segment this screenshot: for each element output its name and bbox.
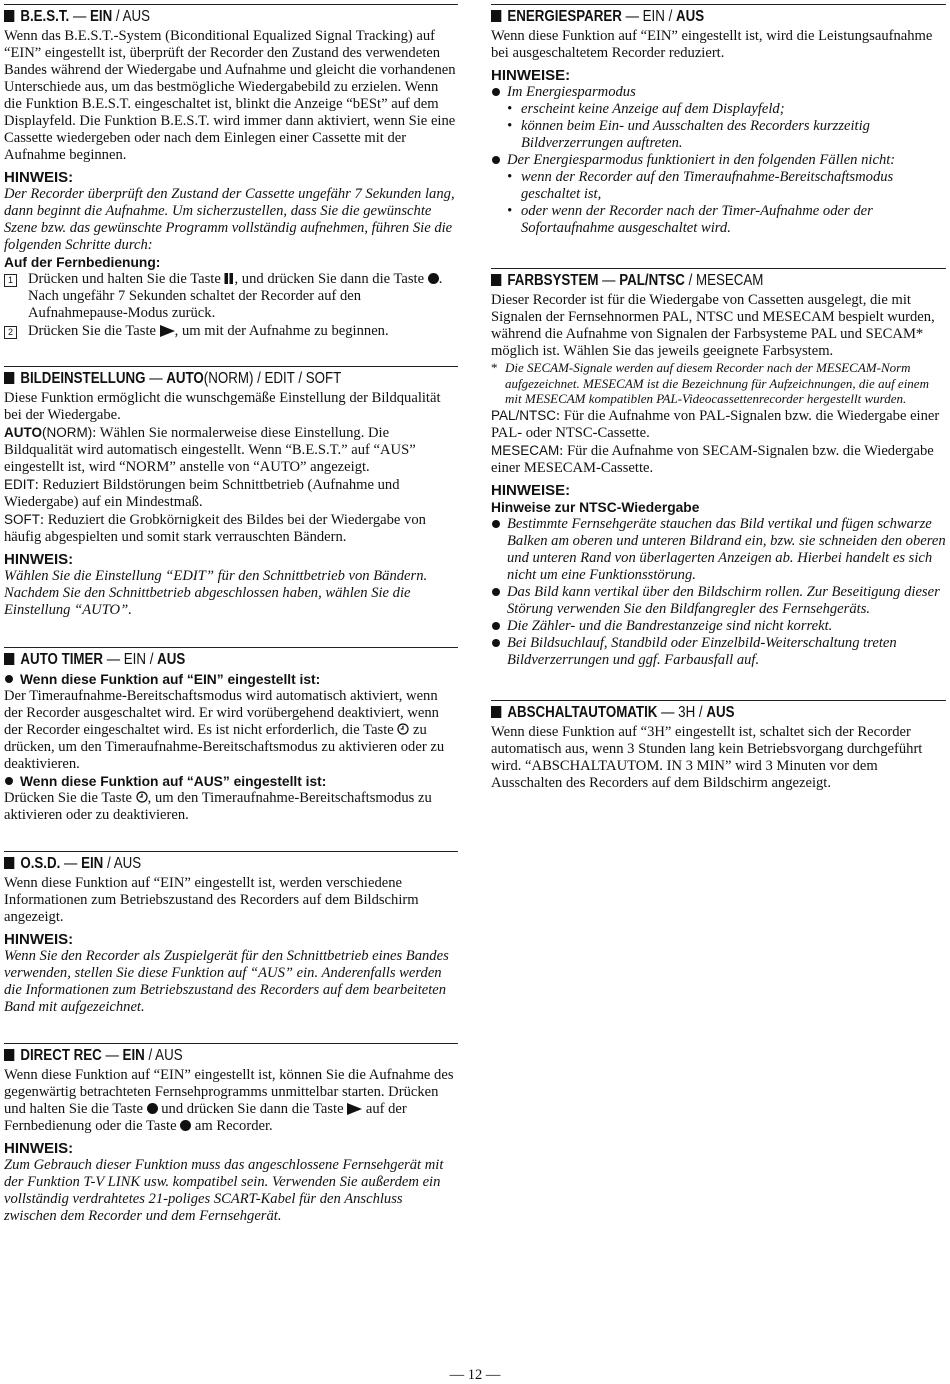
- ntsc-note-2: [491, 584, 946, 618]
- case-ein-text-b: zu drücken, um den Timeraufnahme-Bereitschaftsmodus zu aktivieren oder zu deaktivieren.: [4, 722, 445, 772]
- title-text: DIRECT REC: [20, 1047, 102, 1064]
- soft-text: : Reduziert die Grobkörnigkeit des Bildes bei der Wiedergabe von häufig abgespielten und somit stark verrauschten Bändern.: [4, 512, 426, 545]
- section-osd: [4, 851, 458, 1016]
- bullet-dot-icon: [5, 675, 13, 683]
- option-ein: EIN: [642, 8, 665, 25]
- energie-note-2-sub-1: [491, 169, 946, 203]
- timer-clock-icon: [136, 791, 148, 803]
- direct-rec-text-b: und drücken Sie dann die Taste: [157, 1101, 348, 1117]
- notes-heading: HINWEISE:: [491, 67, 571, 84]
- sub-bullet: •: [507, 203, 513, 219]
- bullet-dot-icon: [5, 777, 13, 785]
- black-square-icon: [4, 1049, 14, 1061]
- mesecam-text: : Für die Aufnahme von SECAM-Signalen bzw. die Wiedergabe einer MESECAM-Cassette.: [491, 442, 934, 476]
- section-best: [4, 4, 458, 340]
- auto-text: : Wählen Sie normalerweise diese Einstellung. Die Bildqualität wird automatisch eingestellt. Wenn “B.E.S.T.” auf “AUS” eingestellt ist, wird “NORM” anstelle von “AUTO” angezeigt.: [4, 425, 416, 475]
- title-slash: /: [144, 1047, 156, 1064]
- energie-note-2-sub-2: [491, 203, 946, 237]
- bullet-dot-icon: [492, 156, 500, 164]
- title-sep: —: [103, 651, 124, 668]
- black-square-icon: [491, 706, 501, 718]
- title-sep: —: [145, 370, 167, 387]
- page-number: — 12 —: [449, 1367, 501, 1383]
- title-slash: /: [684, 272, 696, 289]
- step-2-text: [28, 323, 389, 340]
- case-aus-label: [4, 773, 458, 790]
- option-edit: EDIT: [264, 370, 295, 387]
- abschalt-body: Wenn diese Funktion auf “3H” eingestellt ist, schaltet sich der Recorder automatisch aus, wenn 3 Stunden lang kein Betriebsvorgang durchgeführt wird. “ABSCHALTAUTOM. IN 3 MIN” wird 3 Minuten vor dem Ausschalten des Recorders auf dem Bildschirm angezeigt.: [491, 723, 923, 791]
- bullet-dot-icon: [492, 520, 500, 528]
- direct-rec-text-d: am Recorder.: [191, 1118, 273, 1134]
- farb-footnote: [491, 360, 946, 407]
- direct-rec-text-c: auf der Fernbedienung oder die Taste: [4, 1101, 407, 1134]
- ntsc-note-3-text: Die Zähler- und die Bandrestanzeige sind nicht korrekt.: [507, 617, 833, 634]
- option-norm: (NORM): [203, 370, 254, 387]
- record-dot-icon: [147, 1103, 158, 1114]
- edit-text: : Reduziert Bildstörungen beim Schnittbetrieb (Aufnahme und Wiedergabe) auf ein Mindestmaß.: [4, 477, 400, 510]
- case-ein-label: [4, 671, 458, 688]
- title-slash: /: [112, 8, 123, 25]
- title-text: BILDEINSTELLUNG: [20, 370, 146, 387]
- ntsc-note-4-text: Bei Bildsuchlauf, Standbild oder Einzelbild-Weiterschaltung treten Bildverzerrungen und ggf. Farbausfall auf.: [507, 634, 897, 668]
- record-dot-icon: [428, 273, 439, 284]
- option-ein: EIN: [123, 651, 147, 668]
- ntsc-note-3: [491, 618, 946, 635]
- label-mesecam: MESECAM: [491, 442, 560, 458]
- notes-heading: HINWEISE:: [491, 481, 571, 499]
- title-slash: /: [146, 651, 158, 668]
- left-column: [4, 4, 458, 1255]
- black-square-icon: [491, 274, 501, 286]
- label-soft: SOFT: [4, 512, 40, 527]
- black-square-icon: [4, 10, 14, 22]
- section-bildeinstellung: [4, 366, 458, 619]
- option-aus: AUS: [157, 651, 186, 668]
- option-3h: 3H: [678, 703, 696, 721]
- direct-rec-body: [4, 1067, 458, 1135]
- section-auto-timer: [4, 647, 458, 824]
- energie-note-1-sub-2: [491, 118, 946, 152]
- sub-bullet-text: oder wenn der Recorder nach der Timer-Aufnahme oder der Sofortaufnahme ausgeschaltet wird.: [521, 203, 873, 236]
- sub-bullet: •: [507, 169, 513, 185]
- case-aus-text-a: Drücken Sie die Taste: [4, 790, 136, 806]
- section-farbsystem: [491, 268, 946, 669]
- sub-bullet-text: können beim Ein- und Ausschalten des Recorders kurzzeitig Bildverzerrungen auftreten.: [521, 118, 870, 151]
- black-square-icon: [4, 372, 14, 384]
- osd-body: Wenn diese Funktion auf “EIN” eingestellt ist, werden verschiedene Informationen zum Betriebszustand des Recorders auf dem Bildschirm angezeigt.: [4, 875, 419, 925]
- step-2: [4, 323, 458, 340]
- step-1-text-b: , und drücken Sie dann die Taste: [234, 271, 428, 287]
- option-ein: EIN: [89, 8, 113, 25]
- note-heading: HINWEIS:: [4, 1140, 74, 1157]
- bullet-dot-icon: [492, 88, 500, 96]
- title-text: AUTO TIMER: [20, 651, 104, 668]
- step-number-2: 2: [4, 326, 17, 339]
- title-sep: —: [101, 1047, 123, 1064]
- label-norm: (NORM): [42, 425, 93, 440]
- ntsc-note-2-text: Das Bild kann vertikal über den Bildschirm rollen. Zur Beseitigung dieser Störung verwenden Sie den Bildfangregler des Fernsehgeräts.: [507, 583, 940, 617]
- title-slash: /: [253, 370, 265, 387]
- bild-note: Wählen Sie die Einstellung “EDIT” für den Schnittbetrieb von Bändern. Nachdem Sie den Schnittbetrieb abgeschlossen haben, wählen Sie die Einstellung “AUTO”.: [4, 568, 428, 618]
- case-aus-text: [4, 790, 458, 824]
- direct-rec-note: Zum Gebrauch dieser Funktion muss das angeschlossene Fernsehgerät mit der Funktion T-V LINK usw. kompatibel sein. Verwenden Sie außerdem ein vollständig verdrahtetes 21-poliges SCART-Kabel für den Anschluss zwischen dem Recorder und dem Fernsehgerät.: [4, 1157, 444, 1224]
- case-ein-label-text: Wenn diese Funktion auf “EIN” eingestellt ist:: [20, 672, 321, 687]
- title-text: FARBSYSTEM: [507, 272, 599, 289]
- label-edit: EDIT: [4, 477, 35, 492]
- bild-edit: [4, 476, 458, 511]
- ntsc-note-4: [491, 635, 946, 669]
- case-aus-text-b: , um den Timeraufnahme-Bereitschaftsmodus zu aktivieren oder zu deaktivieren.: [4, 790, 432, 823]
- best-note: Der Recorder überprüft den Zustand der Cassette ungefähr 7 Sekunden lang, dann beginnt die Aufnahme. Um sicherzustellen, dass Sie die gewünschte Szene bzw. das gewünschte Programm vollständig aufnehmen, führen Sie die folgenden Schritte durch:: [4, 186, 455, 253]
- farb-body: Dieser Recorder ist für die Wiedergabe von Cassetten ausgelegt, die mit Signalen der Fernsehnormen PAL, NTSC und MESECAM bespielt wurden, während die Aufnahme von Signalen der Farbsysteme PAL und SECAM* möglich ist. Wählen Sie das jeweils geeignete Farbsystem.: [491, 292, 935, 359]
- title-slash: /: [695, 703, 707, 721]
- step-2-text-a: Drücken Sie die Taste: [28, 323, 160, 339]
- option-aus: AUS: [122, 8, 151, 25]
- pal-text: : Für die Aufnahme von PAL-Signalen bzw. die Wiedergabe einer PAL- oder NTSC-Cassette.: [491, 407, 940, 441]
- option-aus: AUS: [675, 8, 705, 25]
- energie-note-1: [491, 84, 946, 101]
- section-abschaltautomatik: [491, 700, 946, 792]
- note-heading: HINWEIS:: [4, 931, 74, 948]
- pause-icon: [224, 273, 234, 284]
- title-sep: —: [69, 8, 90, 25]
- energie-note-2: [491, 152, 946, 169]
- option-mesecam: MESECAM: [695, 272, 764, 289]
- sub-bullet-text: wenn der Recorder auf den Timeraufnahme-Bereitschaftsmodus geschaltet ist,: [521, 169, 894, 202]
- notes-subheading: Hinweise zur NTSC-Wiedergabe: [491, 499, 700, 515]
- option-ein: EIN: [122, 1047, 145, 1064]
- osd-note: Wenn Sie den Recorder als Zuspielgerät für den Schnittbetrieb eines Bandes verwenden, stellen Sie diese Funktion auf “AUS” ein. Anderenfalls werden die Informationen zum Betriebszustand des Recorders auf dem bearbeiteten Band mit aufgezeichnet.: [4, 948, 449, 1015]
- black-square-icon: [4, 653, 14, 665]
- step-1-text-a: Drücken und halten Sie die Taste: [28, 271, 225, 287]
- bild-intro: Diese Funktion ermöglicht die wunschgemäße Einstellung der Bildqualität bei der Wiedergabe.: [4, 390, 441, 423]
- black-square-icon: [4, 857, 14, 869]
- case-ein-text: [4, 688, 458, 773]
- case-aus-label-text: Wenn diese Funktion auf “AUS” eingestellt ist:: [20, 774, 327, 789]
- label-pal-ntsc: PAL/NTSC: [491, 407, 557, 423]
- best-body: Wenn das B.E.S.T.-System (Biconditional Equalized Signal Tracking) auf “EIN” eingestellt ist, überprüft der Recorder den Zustand des verwendeten Bandes während der Wiedergabe und Aufnahme und gleicht die vorhandenen Unterschiede aus, um das bestmögliche Wiedergabebild zu erzielen. Wenn die Funktion B.E.S.T. eingeschaltet ist, blinkt die Anzeige “bESt” auf dem Displayfeld. Die Funktion B.E.S.T. wird immer dann aktiviert, wenn Sie eine Cassette wiedergeben oder nach dem Einlegen einer Cassette mit der Aufnahme beginnen.: [4, 28, 456, 163]
- label-auto: AUTO: [4, 425, 43, 440]
- note-heading: HINWEIS:: [4, 551, 74, 568]
- section-title-auto-timer: [4, 650, 394, 670]
- case-ein-text-a: Der Timeraufnahme-Bereitschaftsmodus wird automatisch aktiviert, wenn der Recorder ausgeschaltet wird. Er wird vorübergehend deaktiviert, wenn der Recorder eingeschaltet wird. Es ist nicht erforderlich, die Taste: [4, 688, 439, 738]
- title-text: B.E.S.T.: [20, 8, 70, 25]
- bild-soft: [4, 511, 458, 546]
- title-sep: —: [621, 8, 643, 25]
- section-direct-rec: [4, 1043, 458, 1225]
- section-title-farbsystem: [491, 271, 882, 291]
- option-auto: AUTO: [166, 370, 204, 387]
- energie-note-2-text: Der Energiesparmodus funktioniert in den folgenden Fällen nicht:: [507, 152, 896, 168]
- sub-bullet: •: [507, 101, 513, 117]
- ntsc-note-1-text: Bestimmte Fernsehgeräte stauchen das Bild vertikal und fügen schwarze Balken am oberen und unteren Bildrand ein, bzw. sie schneiden den oberen und unteren Rand von überlagerten Anzeigen ab. Hierbei handelt es sich nicht um eine Funktionsstörung.: [507, 515, 946, 583]
- option-soft: SOFT: [305, 370, 342, 387]
- remote-label: Auf der Fernbedienung:: [4, 255, 161, 270]
- energie-note-1-sub-1: [491, 101, 946, 118]
- note-heading: HINWEIS:: [4, 169, 74, 186]
- title-slash: /: [664, 8, 676, 25]
- step-1-text-c: . Nach ungefähr 7 Sekunden schaltet der Recorder auf den Aufnahmepause-Modus zurück.: [28, 271, 443, 321]
- title-text: O.S.D.: [20, 855, 61, 872]
- black-square-icon: [491, 10, 501, 22]
- section-title-energiesparer: [491, 7, 882, 27]
- play-triangle-icon: [347, 1103, 362, 1115]
- right-column: [491, 4, 946, 822]
- step-number-1: 1: [4, 274, 17, 287]
- section-title-best: [4, 7, 394, 27]
- sub-bullet: •: [507, 118, 513, 134]
- timer-clock-icon: [397, 723, 409, 735]
- title-sep: —: [598, 272, 620, 289]
- section-title-abschaltautomatik: [491, 703, 882, 723]
- bullet-dot-icon: [492, 588, 500, 596]
- option-aus: AUS: [706, 703, 735, 721]
- title-sep: —: [60, 855, 82, 872]
- farb-mesecam: [491, 442, 946, 477]
- section-title-direct-rec: [4, 1046, 394, 1066]
- footnote-star: *: [491, 360, 498, 375]
- energie-body: Wenn diese Funktion auf “EIN” eingestellt ist, wird die Leistungsaufnahme bei ausgeschaltetem Recorder reduziert.: [491, 28, 933, 61]
- play-triangle-icon: [160, 325, 175, 337]
- title-text: ABSCHALTAUTOMATIK: [507, 703, 658, 721]
- direct-rec-text-a: Wenn diese Funktion auf “EIN” eingestellt ist, können Sie die Aufnahme des gegenwärtig betrachteten Fernsehprogramms unmittelbar starten. Drücken und halten Sie die Taste: [4, 1067, 454, 1117]
- footnote-text: Die SECAM-Signale werden auf diesem Recorder nach der MESECAM-Norm aufgezeichnet. MESECAM ist die Bezeichnung für Aufzeichnungen, die auf einem mit MESECAM kompatiblen PAL-Videocassettenrecorder hergestellt wurden.: [505, 360, 929, 406]
- title-sep: —: [657, 703, 679, 721]
- bullet-dot-icon: [492, 639, 500, 647]
- section-title-osd: [4, 854, 394, 874]
- section-energiesparer: [491, 4, 946, 237]
- ntsc-note-1: [491, 516, 946, 584]
- record-dot-icon: [180, 1120, 191, 1131]
- option-aus: AUS: [155, 1047, 183, 1064]
- step-1-text: [28, 271, 458, 322]
- option-aus: AUS: [113, 855, 142, 872]
- bullet-dot-icon: [492, 622, 500, 630]
- farb-pal: [491, 407, 946, 442]
- step-1: [4, 271, 458, 322]
- option-pal-ntsc: PAL/NTSC: [619, 272, 685, 289]
- option-ein: EIN: [81, 855, 104, 872]
- title-slash: /: [294, 370, 306, 387]
- sub-bullet-text: erscheint keine Anzeige auf dem Displayfeld;: [521, 101, 785, 117]
- step-2-text-b: , um mit der Aufnahme zu beginnen.: [174, 323, 389, 339]
- section-title-bildeinstellung: [4, 369, 394, 389]
- energie-note-1-text: Im Energiesparmodus: [507, 84, 636, 100]
- title-slash: /: [103, 855, 114, 872]
- title-text: ENERGIESPARER: [507, 8, 622, 25]
- bild-auto: [4, 424, 458, 476]
